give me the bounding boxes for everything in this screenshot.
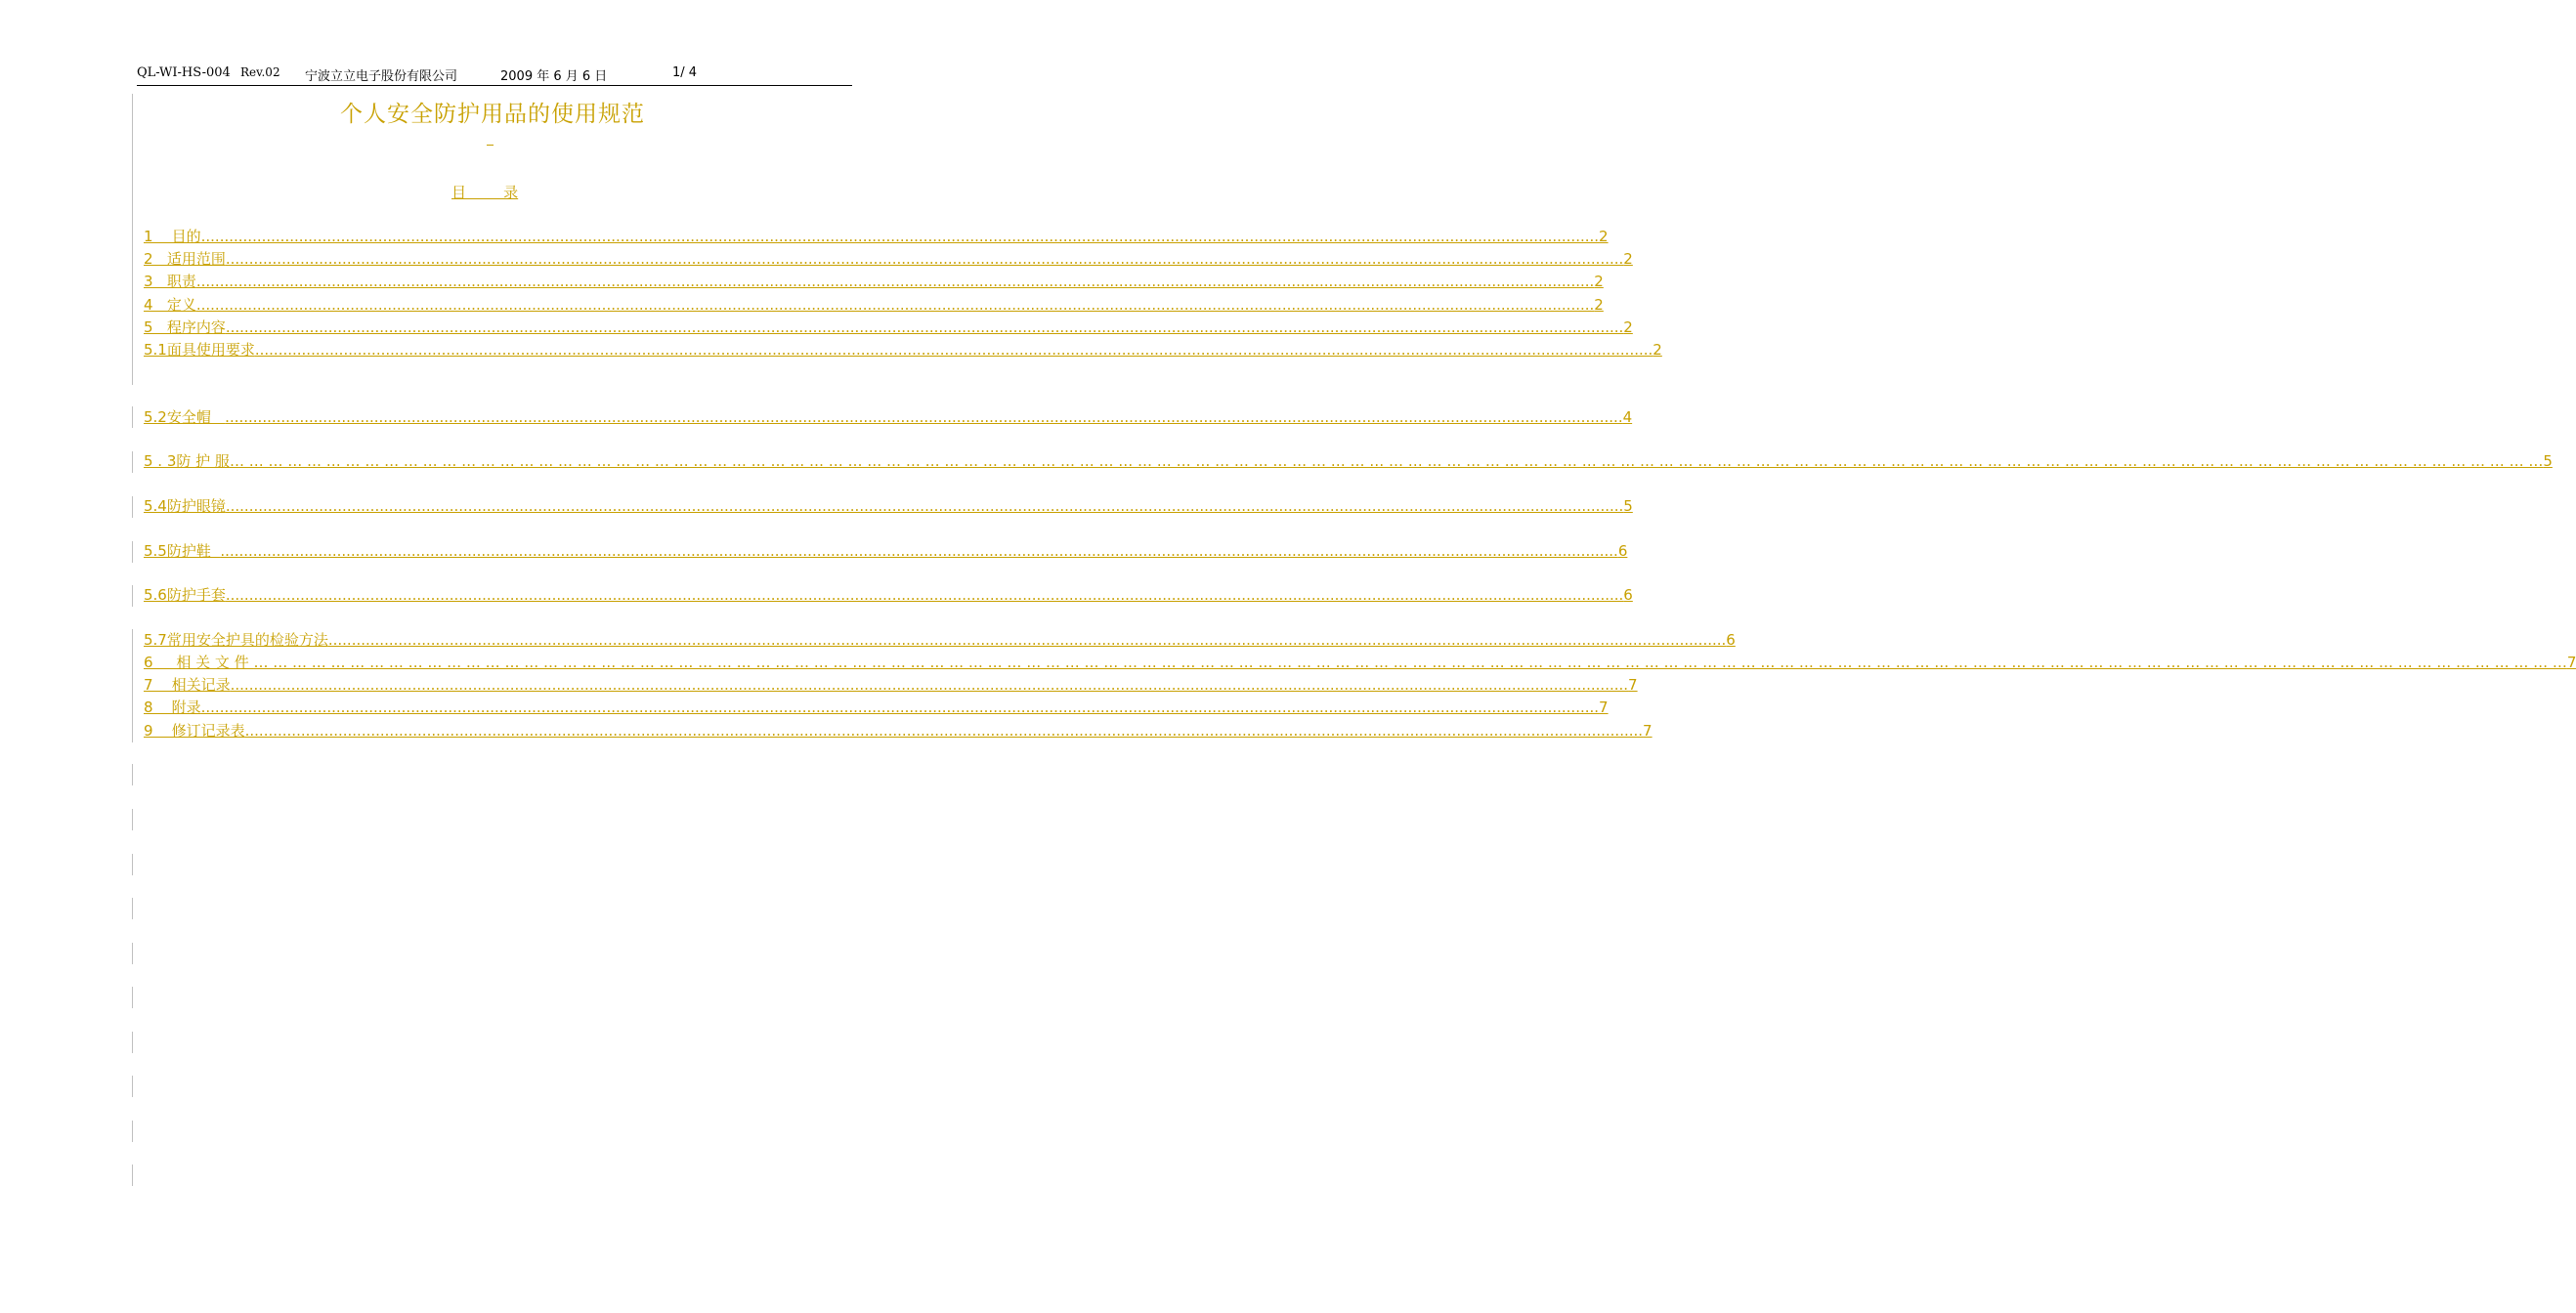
toc-entry-leader: ............................................................................................................................................................................................................................................................................................................ xyxy=(200,228,1600,245)
toc-entry-label: 3 职责 xyxy=(144,273,196,290)
margin-bar xyxy=(132,496,133,518)
toc-entry[interactable] xyxy=(144,722,1653,740)
toc-entry-leader: ............................................................................................................................................................................................................................................................................................................ xyxy=(225,586,1624,604)
page-header xyxy=(137,65,852,86)
document-code: QL-WI-HS-004 xyxy=(137,65,231,80)
toc-entry-label: 7 相关记录 xyxy=(144,676,231,694)
margin-bar xyxy=(132,1032,133,1053)
toc-entry-leader: ............................................................................................................................................................................................................................................................................................................ xyxy=(225,497,1624,515)
page-number: 1/ 4 xyxy=(672,65,698,80)
margin-bar xyxy=(132,987,133,1008)
toc-entry-leader: ............................................................................................................................................................................................................................................................................................................ xyxy=(254,341,1653,359)
document-title: 个人安全防护用品的使用规范 xyxy=(340,102,645,127)
toc-entry[interactable] xyxy=(144,228,1609,245)
margin-bar xyxy=(132,541,133,563)
company-name: 宁波立立电子股份有限公司 xyxy=(305,69,458,84)
toc-entry-leader: ............................................................................................................................................................................................................................................................................................................ xyxy=(195,296,1595,314)
toc-entry-leader: ............................................................................................................................................................................................................................................................................................................ xyxy=(327,631,1727,649)
toc-entry-page: 6 xyxy=(1617,542,1628,560)
toc-entry-label: 1 目的 xyxy=(144,228,201,245)
toc-entry-page: 2 xyxy=(1623,318,1633,336)
toc-entry-page: 7 xyxy=(2566,654,2576,671)
toc-entry[interactable] xyxy=(144,341,1662,359)
toc-entry-label: 4 定义 xyxy=(144,296,196,314)
margin-bar xyxy=(132,585,133,607)
toc-entry-leader: ............................................................................................................................................................................................................................................................................................................ xyxy=(200,699,1600,716)
toc-entry-leader: ............................................................................................................................................................................................................................................................................................................ xyxy=(225,318,1624,336)
margin-bar xyxy=(132,898,133,919)
margin-bar xyxy=(132,1076,133,1097)
toc-entry-leader: ............................................................................................................................................................................................................................................................................................................ xyxy=(220,542,1618,560)
toc-entry-label: 8 附录 xyxy=(144,699,201,716)
toc-entry-label: 5.7常用安全护具的检验方法 xyxy=(144,631,328,649)
revision: Rev.02 xyxy=(240,65,280,79)
toc-entry-page: 2 xyxy=(1594,296,1604,314)
toc-entry[interactable] xyxy=(144,542,1628,560)
toc-entry-leader: ............................................................................................................................................................................................................................................................................................................ xyxy=(195,273,1595,290)
toc-entry-leader: … … … … … … … … … … … … … … … … … … … … … … … … … … … … … … … … … … … … … … … … … … … … … … … … … … … … … … … … … … … … … … … … … … … … … … … … … … … … … … … … … … … … … … … … … … … … … … … … … … … … … … … … … … … … … … … … … … … … … … … … xyxy=(253,654,2567,671)
toc-entry-leader: ............................................................................................................................................................................................................................................................................................................ xyxy=(225,250,1624,268)
margin-bar xyxy=(132,943,133,964)
toc-entry-page: 2 xyxy=(1623,250,1633,268)
toc-entry[interactable] xyxy=(144,296,1604,314)
toc-entry[interactable] xyxy=(144,273,1604,290)
toc-entry-page: 2 xyxy=(1599,228,1609,245)
toc-entry-label: 6 相 关 文 件 xyxy=(144,654,254,671)
toc-entry-label: 5.4防护眼镜 xyxy=(144,497,226,515)
toc-entry-page: 7 xyxy=(1628,676,1638,694)
margin-bar xyxy=(132,854,133,875)
toc-entry-leader: ............................................................................................................................................................................................................................................................................................................ xyxy=(225,408,1623,426)
toc-entry-leader: ............................................................................................................................................................................................................................................................................................................ xyxy=(230,676,1629,694)
toc-entry[interactable] xyxy=(144,318,1633,336)
toc-entry-page: 7 xyxy=(1599,699,1609,716)
toc-entry-page: 2 xyxy=(1594,273,1604,290)
toc-entry-page: 7 xyxy=(1643,722,1653,740)
toc-entry-label: 5.1面具使用要求 xyxy=(144,341,255,359)
toc-entry-label: 5 程序内容 xyxy=(144,318,226,336)
margin-bar xyxy=(132,94,133,385)
toc-entry-page: 5 xyxy=(1623,497,1633,515)
title-dash xyxy=(487,145,494,146)
toc-heading: 目 录 xyxy=(451,184,519,201)
toc-entry[interactable] xyxy=(144,699,1609,716)
toc-entry[interactable] xyxy=(144,586,1633,604)
margin-bar xyxy=(132,1121,133,1142)
toc-entry-page: 4 xyxy=(1622,408,1633,426)
toc-entry-page: 5 xyxy=(2543,452,2553,470)
toc-entry-label: 5.6防护手套 xyxy=(144,586,226,604)
margin-bar xyxy=(132,451,133,473)
toc-entry-page: 6 xyxy=(1726,631,1736,649)
toc-entry[interactable] xyxy=(144,250,1633,268)
margin-bar xyxy=(132,1165,133,1186)
toc-entry-label: 9 修订记录表 xyxy=(144,722,245,740)
margin-bar xyxy=(132,764,133,785)
toc-entry-leader: … … … … … … … … … … … … … … … … … … … … … … … … … … … … … … … … … … … … … … … … … … … … … … … … … … … … … … … … … … … … … … … … … … … … … … … … … … … … … … … … … … … … … … … … … … … … … … … … … … … … … … … … … … … … … … … … … … … … … … … … xyxy=(229,452,2544,470)
toc-entry[interactable] xyxy=(144,676,1638,694)
toc-entry-label: 5.2安全帽 xyxy=(144,408,226,426)
margin-bar xyxy=(132,809,133,830)
toc-entry[interactable] xyxy=(144,654,2576,671)
toc-entry-leader: ............................................................................................................................................................................................................................................................................................................ xyxy=(244,722,1644,740)
toc-entry[interactable] xyxy=(144,497,1633,515)
toc-entry-label: 2 适用范围 xyxy=(144,250,226,268)
toc-entry-label: 5.5防护鞋 xyxy=(144,542,221,560)
toc-entry[interactable] xyxy=(144,452,2553,470)
margin-bar xyxy=(132,629,133,742)
header-date: 2009 年 6 月 6 日 xyxy=(500,69,608,84)
toc-entry-label: 5 . 3防 护 服 xyxy=(144,452,230,470)
margin-bar xyxy=(132,406,133,428)
toc-entry-page: 2 xyxy=(1653,341,1662,359)
toc-entry-page: 6 xyxy=(1623,586,1633,604)
toc-entry[interactable] xyxy=(144,631,1736,649)
toc-entry[interactable] xyxy=(144,408,1633,426)
